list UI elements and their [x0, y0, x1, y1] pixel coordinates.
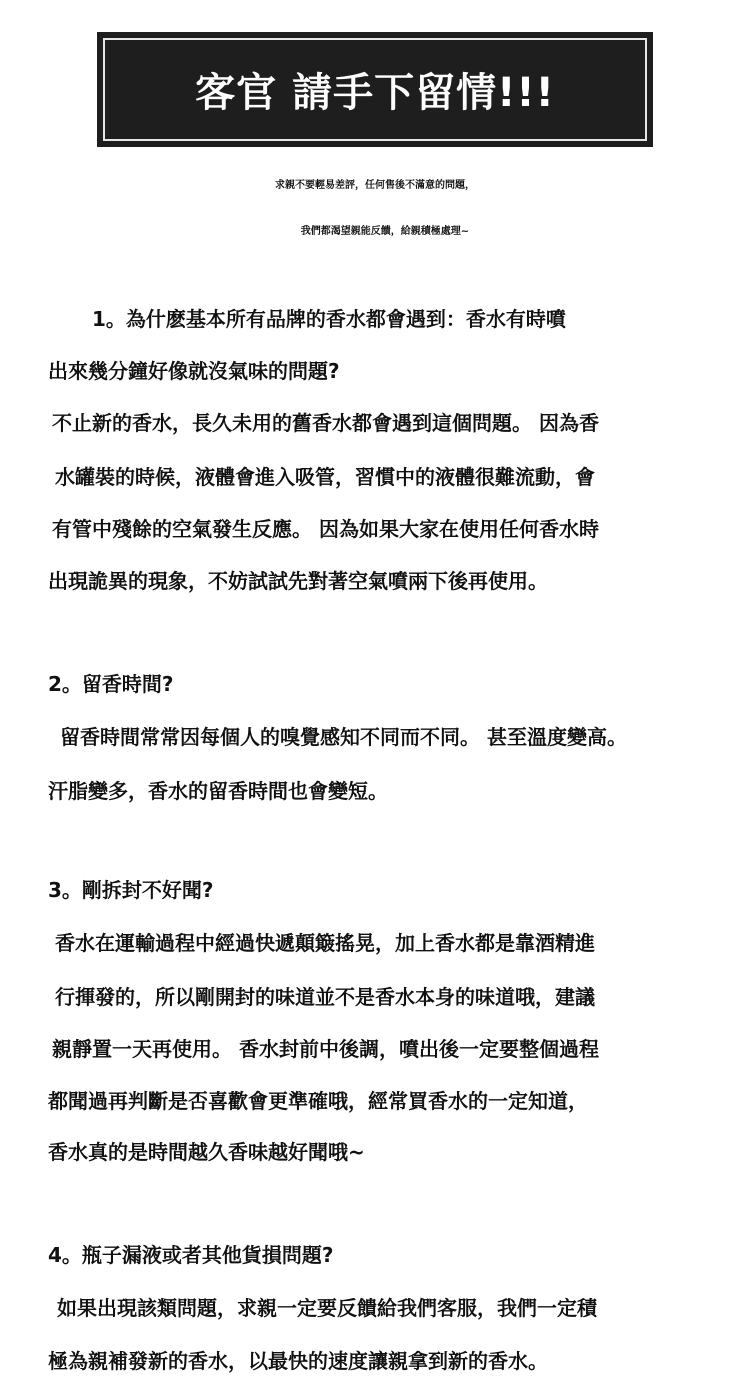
question-2: 2。留香時間?: [48, 672, 174, 696]
answer-3-line-2: 行揮發的，所以剛開封的味道並不是香水本身的味道哦，建議: [55, 985, 595, 1009]
banner-title: 客官 請手下留情!!!: [195, 70, 555, 116]
title-banner-frame: [103, 38, 647, 141]
answer-1-line-2: 水罐裝的時候，液體會進入吸管，習慣中的液體很難流動，會: [55, 465, 595, 489]
question-4: 4。瓶子漏液或者其他貨損問題?: [48, 1243, 334, 1267]
title-banner: [97, 32, 653, 147]
answer-4-line-1: 如果出現該類問題，求親一定要反饋給我們客服，我們一定積: [57, 1296, 597, 1320]
answer-4-line-2: 極為親補發新的香水，以最快的速度讓親拿到新的香水。: [48, 1349, 548, 1373]
answer-3-line-1: 香水在運輸過程中經過快遞顛簸搖晃，加上香水都是靠酒精進: [55, 931, 595, 955]
answer-2-line-1: 留香時間常常因每個人的嗅覺感知不同而不同。 甚至溫度變高。: [60, 725, 627, 749]
question-1-line-1: 1。為什麽基本所有品牌的香水都會遇到：香水有時噴: [92, 307, 566, 331]
answer-3-line-3: 親靜置一天再使用。 香水封前中後調，噴出後一定要整個過程: [52, 1037, 599, 1061]
answer-2-line-2: 汗脂變多，香水的留香時間也會變短。: [48, 779, 388, 803]
answer-1-line-4: 出現詭異的現象，不妨試試先對著空氣噴兩下後再使用。: [48, 569, 548, 593]
question-3: 3。剛拆封不好聞?: [48, 878, 214, 902]
question-1-line-2: 出來幾分鐘好像就沒氣味的問題?: [48, 359, 340, 383]
answer-3-line-4: 都聞過再判斷是否喜歡會更準確哦，經常買香水的一定知道，: [48, 1089, 588, 1113]
answer-1-line-1: 不止新的香水，長久未用的舊香水都會遇到這個問題。 因為香: [52, 411, 599, 435]
answer-1-line-3: 有管中殘餘的空氣發生反應。 因為如果大家在使用任何香水時: [52, 517, 599, 541]
intro-line-1: 求親不要輕易差評，任何售後不滿意的問題，: [275, 180, 475, 191]
intro-line-2: 我們都渴望親能反饋，給親積極處理~: [300, 226, 470, 237]
answer-3-line-5: 香水真的是時間越久香味越好聞哦~: [48, 1140, 365, 1164]
